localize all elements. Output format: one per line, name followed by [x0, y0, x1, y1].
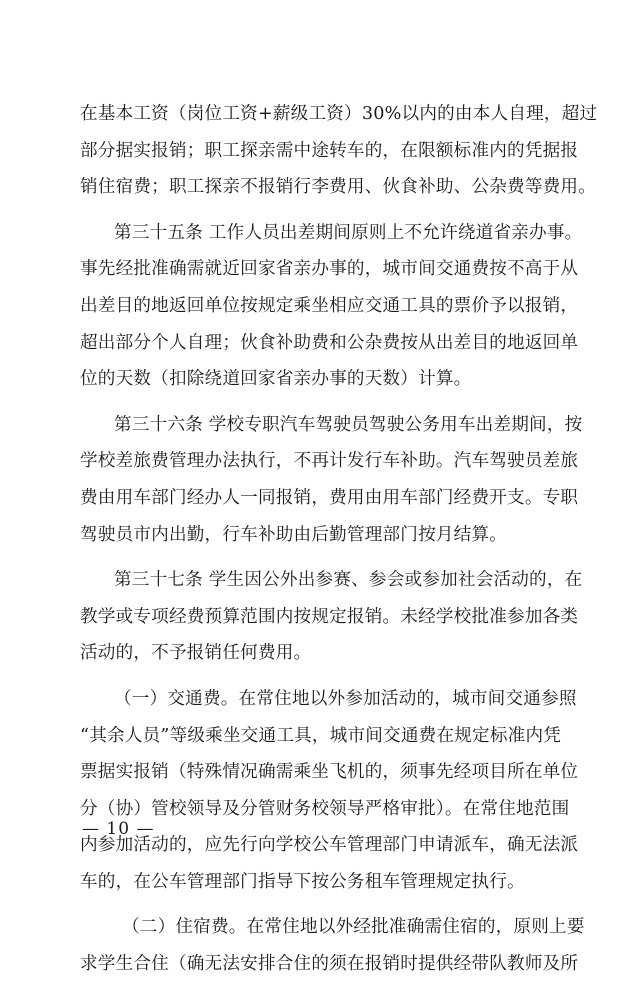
page-number: — 10 — — [82, 819, 155, 839]
text-line: 事先经批准确需就近回家省亲办事的，城市间交通费按不高于从 — [80, 259, 579, 280]
body-text — [80, 96, 598, 983]
text-line: （二）住宿费。在常住地以外经批准确需住宿的，原则上要 — [122, 917, 585, 938]
text-line: 驾驶员市内出勤，行车补助由后勤管理部门按月结算。 — [80, 524, 508, 545]
text-line: 票据实报销（特殊情况确需乘坐飞机的，须事先经项目所在单位 — [80, 762, 579, 783]
text-line: 超出部分个人自理；伙食补助费和公杂费按从出差目的地返回单 — [80, 332, 579, 353]
text-line: 销住宿费；职工探亲不报销行李费用、伙食补助、公杂费等费用。 — [80, 177, 597, 198]
text-line: 分（协）管校领导及分管财务校领导严格审批）。在常住地范围 — [80, 798, 570, 819]
paragraph-gap — [80, 206, 560, 215]
text-line: 在基本工资（岗位工资+薪级工资）30%以内的由本人自理，超过 — [80, 104, 598, 124]
paragraph-gap — [80, 553, 560, 562]
text-line: 部分据实报销；职工探亲需中途转车的，在限额标准内的凭据报 — [80, 140, 579, 161]
text-line: 活动的，不予报销任何费用。 — [80, 643, 312, 664]
text-line: 内参加活动的，应先行向学校公车管理部门申请派车，确无法派 — [80, 835, 579, 856]
paragraph-gap — [80, 672, 560, 681]
text-line: 求学生合住（确无法安排合住的须在报销时提供经带队教师及所 — [80, 954, 579, 975]
text-line: 第三十七条 学生因公外出参赛、参会或参加社会活动的，在 — [114, 570, 583, 591]
text-line: 第三十六条 学校专职汽车驾驶员驾驶公务用车出差期间，按 — [114, 414, 583, 435]
text-line: 学校差旅费管理办法执行，不再计发行车补助。汽车驾驶员差旅 — [80, 451, 579, 472]
text-line: 教学或专项经费预算范围内按规定报销。未经学校批准参加各类 — [80, 606, 579, 627]
text-line: 车的，在公车管理部门指导下按公务租车管理规定执行。 — [80, 871, 525, 892]
text-line: 出差目的地返回单位按规定乘坐相应交通工具的票价予以报销， — [80, 295, 579, 316]
text-line: “其余人员”等级乘坐交通工具，城市间交通费在规定标准内凭 — [80, 725, 562, 746]
text-line: 位的天数（扣除绕道回家省亲办事的天数）计算。 — [80, 369, 472, 390]
text-line: （一）交通费。在常住地以外参加活动的，城市间交通参照 — [114, 688, 577, 709]
paragraph-gap — [80, 398, 560, 407]
text-line: 第三十五条 工作人员出差期间原则上不允许绕道省亲办事。 — [114, 222, 583, 243]
text-line: 费由用车部门经办人一同报销，费用由用车部门经费开支。专职 — [80, 487, 579, 508]
